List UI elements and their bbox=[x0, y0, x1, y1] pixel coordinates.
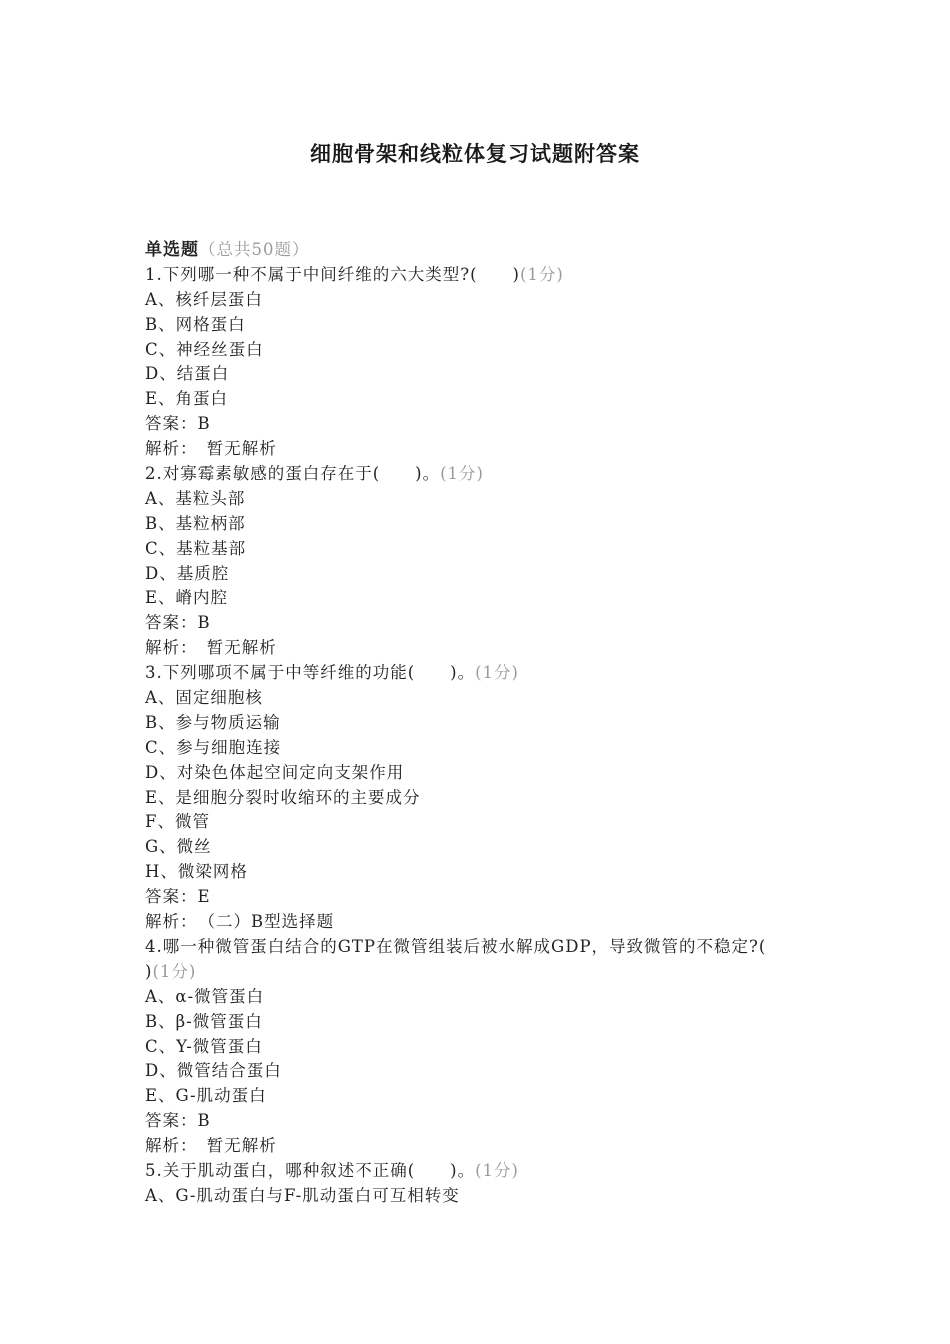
question-stem-text: ) bbox=[145, 961, 153, 981]
section-count-note: （总共50题） bbox=[199, 240, 310, 259]
question-stem bbox=[145, 263, 815, 288]
question-stem-line-1: 4.哪一种微管蛋白结合的GTP在微管组装后被水解成GDP，导致微管的不稳定?( bbox=[145, 936, 767, 956]
answer: 答案：B bbox=[145, 1111, 211, 1131]
analysis: 解析： 暂无解析 bbox=[145, 439, 277, 459]
section-title: 单选题 bbox=[145, 240, 199, 260]
answer: 答案：B bbox=[145, 613, 211, 633]
document-content bbox=[145, 238, 815, 1209]
question-1 bbox=[145, 263, 815, 462]
question-score: (1分) bbox=[475, 663, 519, 683]
option-h: H、微梁网格 bbox=[145, 862, 248, 882]
question-5 bbox=[145, 1159, 815, 1209]
option-a: A、基粒头部 bbox=[145, 488, 246, 508]
analysis: 解析： 暂无解析 bbox=[145, 638, 277, 658]
question-stem bbox=[145, 661, 815, 686]
question-stem-text: 3.下列哪项不属于中等纤维的功能( )。 bbox=[145, 663, 476, 683]
document-title: 细胞骨架和线粒体复习试题附答案 bbox=[310, 141, 640, 166]
option-f: F、微管 bbox=[145, 812, 210, 832]
option-c: C、神经丝蛋白 bbox=[145, 339, 264, 359]
option-c: C、基粒基部 bbox=[145, 538, 247, 558]
option-b: B、基粒柄部 bbox=[145, 513, 246, 533]
analysis: 解析： 暂无解析 bbox=[145, 1136, 277, 1156]
option-c: C、参与细胞连接 bbox=[145, 737, 282, 757]
option-a: A、α-微管蛋白 bbox=[145, 986, 265, 1006]
option-b: B、参与物质运输 bbox=[145, 712, 281, 732]
option-d: D、微管结合蛋白 bbox=[145, 1061, 282, 1081]
section-header bbox=[145, 238, 815, 263]
question-score: (1分) bbox=[440, 464, 484, 484]
option-e: E、G-肌动蛋白 bbox=[145, 1086, 267, 1106]
option-g: G、微丝 bbox=[145, 837, 212, 857]
question-stem-text: 5.关于肌动蛋白，哪种叙述不正确( )。 bbox=[145, 1160, 476, 1180]
option-e: E、嵴内腔 bbox=[145, 588, 229, 608]
question-3 bbox=[145, 661, 815, 935]
question-stem-text: 1.下列哪一种不属于中间纤维的六大类型?( ) bbox=[145, 264, 520, 284]
option-a: A、核纤层蛋白 bbox=[145, 289, 263, 309]
question-score: (1分) bbox=[152, 961, 197, 981]
option-b: B、网格蛋白 bbox=[145, 314, 246, 334]
answer: 答案：E bbox=[145, 887, 211, 907]
option-a: A、固定细胞核 bbox=[145, 688, 263, 708]
question-score: (1分) bbox=[519, 264, 564, 284]
question-score: (1分) bbox=[475, 1160, 519, 1180]
question-stem-text: 2.对寡霉素敏感的蛋白存在于( )。 bbox=[145, 464, 441, 484]
answer: 答案：B bbox=[145, 414, 211, 434]
option-d: D、基质腔 bbox=[145, 563, 230, 583]
option-e: E、是细胞分裂时收缩环的主要成分 bbox=[145, 787, 421, 807]
question-stem-line-2 bbox=[145, 960, 815, 985]
option-a: A、G-肌动蛋白与F-肌动蛋白可互相转变 bbox=[145, 1185, 460, 1205]
question-2 bbox=[145, 462, 815, 661]
option-d: D、结蛋白 bbox=[145, 364, 230, 384]
analysis: 解析： （二）B型选择题 bbox=[145, 912, 335, 932]
question-stem bbox=[145, 462, 815, 487]
option-b: B、β-微管蛋白 bbox=[145, 1011, 263, 1031]
option-c: C、Y-微管蛋白 bbox=[145, 1036, 263, 1056]
question-stem bbox=[145, 1159, 815, 1184]
question-4 bbox=[145, 935, 815, 1159]
option-d: D、对染色体起空间定向支架作用 bbox=[145, 762, 405, 782]
option-e: E、角蛋白 bbox=[145, 389, 229, 409]
